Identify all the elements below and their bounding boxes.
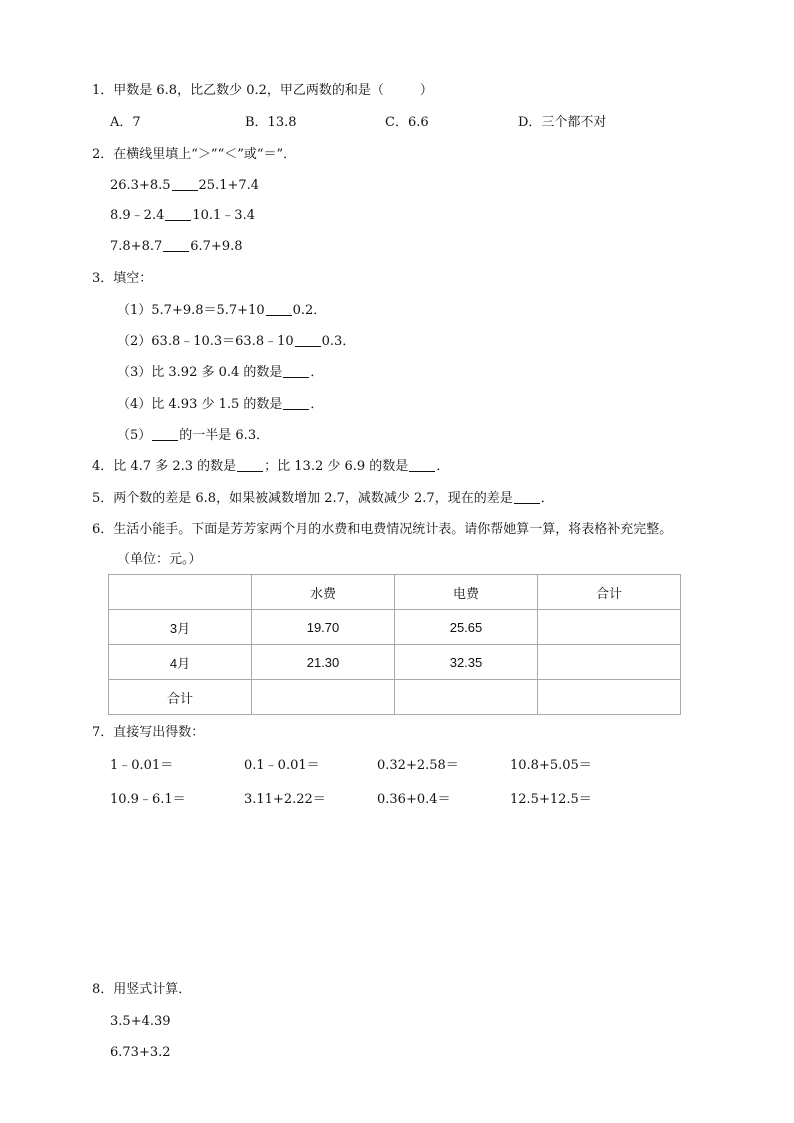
q3-item-post: 的一半是 6.3．: [179, 428, 270, 443]
q2-item-left: 7.8+8.7: [110, 239, 163, 254]
table-cell: 19.70: [252, 610, 395, 645]
q7-calc-item: 10.8+5.05＝: [510, 758, 592, 773]
table-header-cell: 合计: [538, 575, 681, 610]
answer-blank[interactable]: [283, 397, 309, 410]
q4-pre: 4．比 4.7 多 2.3 的数是: [92, 459, 237, 474]
q2-item-3: [110, 238, 243, 256]
q1-option-a[interactable]: A．7: [110, 115, 141, 130]
answer-blank[interactable]: [295, 334, 321, 347]
table-cell: 4月: [109, 645, 252, 680]
q1-option-b[interactable]: B．13.8: [245, 115, 297, 130]
q7-calc-item: 0.1﹣0.01＝: [244, 758, 320, 773]
question-1-stem: [92, 82, 433, 100]
q3-item-pre: （2）63.8﹣10.3＝63.8﹣10: [117, 334, 294, 349]
q1-stem-end: ）: [419, 83, 433, 98]
q1-option-d[interactable]: D．三个都不对: [518, 115, 607, 130]
answer-blank[interactable]: [266, 303, 292, 316]
answer-blank[interactable]: [172, 178, 198, 191]
q8-item: 3.5+4.39: [110, 1014, 171, 1029]
q3-item-pre: （4）比 4.93 少 1.5 的数是: [117, 397, 283, 412]
q7-calc-item: 12.5+12.5＝: [510, 792, 592, 807]
table-row: [109, 610, 681, 645]
q2-item-right: 6.7+9.8: [190, 239, 243, 254]
q4-post: ．: [436, 459, 450, 474]
q3-item-pre: （5）: [117, 428, 152, 443]
q7-calc-item: 0.32+2.58＝: [377, 758, 459, 773]
q1-stem-text: 1．甲数是 6.8，比乙数少 0.2，甲乙两数的和是（: [92, 83, 384, 98]
question-4: [92, 458, 449, 476]
table-cell-answer[interactable]: [252, 680, 395, 715]
q3-item-2: [117, 333, 355, 351]
table-header-row: [109, 575, 681, 610]
fee-table: [108, 574, 681, 715]
q8-item: 6.73+3.2: [110, 1045, 171, 1060]
answer-blank[interactable]: [409, 459, 435, 472]
table-cell: 25.65: [395, 610, 538, 645]
question-2-stem: 2．在横线里填上“＞”“＜”或“＝”．: [92, 147, 297, 162]
question-3-stem: 3．填空：: [92, 271, 153, 286]
table-cell-answer[interactable]: [538, 610, 681, 645]
q7-calc-item: 1﹣0.01＝: [110, 758, 174, 773]
answer-blank[interactable]: [514, 491, 540, 504]
table-cell-answer[interactable]: [538, 680, 681, 715]
q2-item-2: [110, 207, 255, 225]
q3-item-post: ．: [310, 365, 324, 380]
table-header-cell: 电费: [395, 575, 538, 610]
q6-unit: （单位：元。）: [117, 552, 202, 567]
q3-item-4: [117, 396, 323, 414]
table-header-cell: [109, 575, 252, 610]
q3-item-3: [117, 364, 323, 382]
table-row: [109, 680, 681, 715]
q3-item-pre: （1）5.7+9.8＝5.7+10: [117, 303, 265, 318]
table-cell-answer[interactable]: [395, 680, 538, 715]
answer-blank[interactable]: [165, 208, 191, 221]
q3-item-5: [117, 427, 269, 445]
answer-blank[interactable]: [152, 428, 178, 441]
q2-item-right: 25.1+7.4: [198, 178, 260, 193]
q7-calc-item: 0.36+0.4＝: [377, 792, 451, 807]
table-cell: 3月: [109, 610, 252, 645]
q3-item-pre: （3）比 3.92 多 0.4 的数是: [117, 365, 283, 380]
q3-item-post: 0.2．: [292, 303, 327, 318]
q7-calc-item: 3.11+2.22＝: [244, 792, 326, 807]
table-cell-answer[interactable]: [538, 645, 681, 680]
table-header-cell: 水费: [252, 575, 395, 610]
answer-blank[interactable]: [283, 365, 309, 378]
q3-item-post: 0.3．: [321, 334, 356, 349]
q4-mid: ；比 13.2 少 6.9 的数是: [264, 459, 409, 474]
q2-item-1: [110, 177, 259, 195]
q2-item-left: 8.9﹣2.4: [110, 208, 165, 223]
q3-item-1: [117, 302, 326, 320]
q7-calc-item: 10.9﹣6.1＝: [110, 792, 186, 807]
q3-item-post: ．: [310, 397, 324, 412]
answer-blank[interactable]: [163, 239, 189, 252]
question-8-stem: 8．用竖式计算．: [92, 982, 192, 997]
q1-option-c[interactable]: C．6.6: [385, 115, 429, 130]
table-cell: 32.35: [395, 645, 538, 680]
table-cell: 21.30: [252, 645, 395, 680]
q2-item-right: 10.1﹣3.4: [192, 208, 255, 223]
question-7-stem: 7．直接写出得数：: [92, 725, 205, 740]
q5-post: ．: [540, 491, 554, 506]
question-6-stem: 6．生活小能手。下面是芳芳家两个月的水费和电费情况统计表。请你帮她算一算，将表格补充完整。: [92, 522, 673, 537]
question-5: [92, 490, 554, 508]
q5-pre: 5．两个数的差是 6.8，如果被减数增加 2.7，减数减少 2.7，现在的差是: [92, 491, 513, 506]
table-cell: 合计: [109, 680, 252, 715]
table-row: [109, 645, 681, 680]
q2-item-left: 26.3+8.5: [110, 178, 171, 193]
answer-blank[interactable]: [237, 459, 263, 472]
